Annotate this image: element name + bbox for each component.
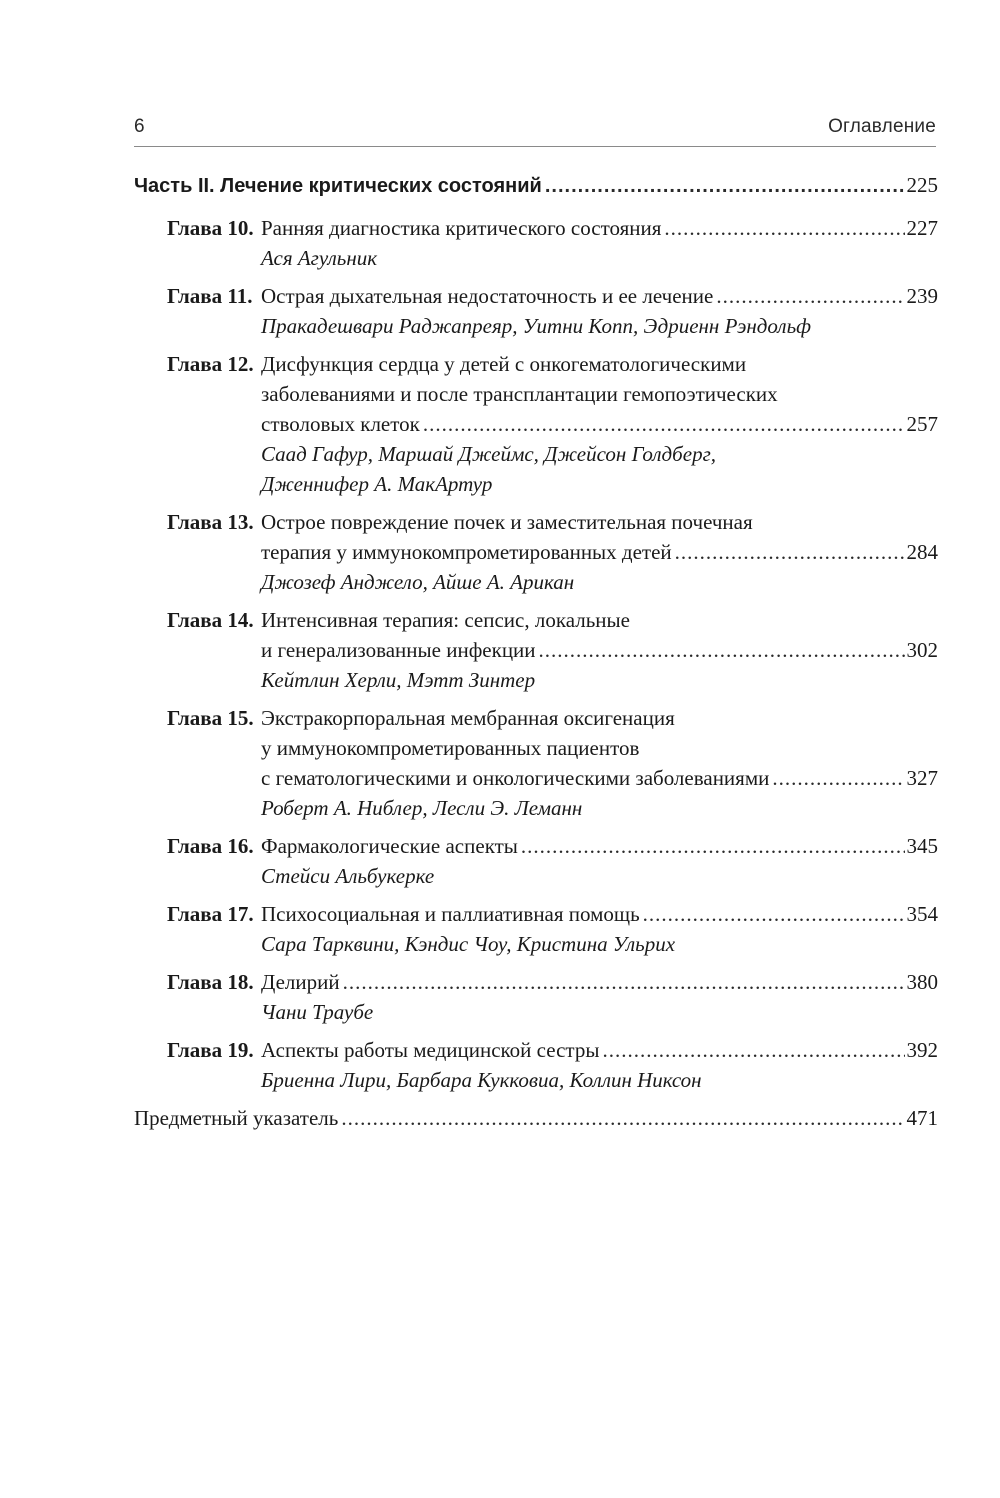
dot-leader	[539, 635, 905, 665]
chapter-entry[interactable]	[167, 703, 938, 823]
chapter-body	[261, 605, 938, 695]
header-divider	[134, 146, 936, 147]
chapter-entry[interactable]	[167, 349, 938, 499]
chapter-page-number: 302	[906, 638, 938, 662]
chapter-title: Острая дыхательная недостаточность и ее лечение	[261, 284, 714, 308]
chapter-body	[261, 507, 938, 597]
chapter-page-number: 227	[906, 216, 938, 240]
running-title: Оглавление	[828, 116, 936, 137]
dot-leader	[772, 763, 904, 793]
chapter-label: Глава 15.	[167, 706, 254, 730]
chapter-authors: Саад Гафур, Маршай Джеймс, Джейсон Голдберг,	[261, 442, 717, 466]
chapter-authors: Стейси Альбукерке	[261, 864, 435, 888]
chapter-label: Глава 12.	[167, 352, 254, 376]
chapter-authors: Сара Тарквини, Кэндис Чоу, Кристина Ульрих	[261, 932, 676, 956]
chapter-title-line	[261, 899, 938, 929]
chapter-page-number: 345	[906, 834, 938, 858]
chapter-title: Психосоциальная и паллиативная помощь	[261, 902, 640, 926]
chapter-authors: Джозеф Анджело, Айше А. Арикан	[261, 570, 575, 594]
chapter-authors: Дженнифер А. МакАртур	[261, 472, 493, 496]
page-number: 6	[134, 116, 145, 137]
dot-leader	[716, 281, 904, 311]
part-entry[interactable]	[134, 170, 938, 201]
chapter-label: Глава 17.	[167, 902, 254, 926]
chapter-page-number: 239	[906, 284, 938, 308]
chapter-body	[261, 899, 938, 959]
chapter-body	[261, 703, 938, 823]
chapter-title-line	[261, 763, 938, 793]
chapter-title: Экстракорпоральная мембранная оксигенация	[261, 706, 675, 730]
dot-leader	[341, 1103, 904, 1133]
dot-leader	[675, 537, 905, 567]
chapter-body	[261, 1035, 938, 1095]
chapter-label: Глава 14.	[167, 608, 254, 632]
chapter-label: Глава 19.	[167, 1038, 254, 1062]
chapter-label: Глава 10.	[167, 216, 254, 240]
dot-leader	[545, 171, 905, 201]
chapter-title: заболеваниями и после трансплантации гемопоэтических	[261, 382, 778, 406]
chapter-page-number: 284	[906, 540, 938, 564]
chapter-title: Фармакологические аспекты	[261, 834, 518, 858]
chapter-title-line	[261, 281, 938, 311]
table-of-contents	[134, 170, 938, 1133]
chapter-label: Глава 18.	[167, 970, 254, 994]
chapter-authors: Бриенна Лири, Барбара Кукковиа, Коллин Никсон	[261, 1068, 702, 1092]
chapter-title: Аспекты работы медицинской сестры	[261, 1038, 600, 1062]
chapter-body	[261, 349, 938, 499]
dot-leader	[521, 831, 905, 861]
dot-leader	[664, 213, 904, 243]
chapter-title-line	[261, 409, 938, 439]
chapter-title-line	[261, 1035, 938, 1065]
index-title: Предметный указатель	[134, 1106, 339, 1130]
chapter-page-number: 380	[906, 970, 938, 994]
page-header	[134, 112, 936, 142]
chapter-entry[interactable]	[167, 831, 938, 891]
chapter-title: у иммунокомпрометированных пациентов	[261, 736, 640, 760]
chapter-label: Глава 13.	[167, 510, 254, 534]
part-title: Часть II. Лечение критических состояний	[134, 175, 542, 197]
chapter-page-number: 327	[906, 766, 938, 790]
chapter-entry[interactable]	[167, 899, 938, 959]
chapter-body	[261, 831, 938, 891]
chapter-title: Делирий	[261, 970, 340, 994]
index-page-number: 471	[906, 1106, 938, 1130]
chapter-authors: Пракадешвари Раджапреяр, Уитни Копп, Эдриенн Рэндольф	[261, 314, 812, 338]
chapter-entry[interactable]	[167, 1035, 938, 1095]
chapter-entry[interactable]	[167, 605, 938, 695]
chapter-title: терапия у иммунокомпрометированных детей	[261, 540, 672, 564]
chapter-label: Глава 11.	[167, 284, 253, 308]
chapter-authors: Чани Траубе	[261, 1000, 374, 1024]
chapter-authors: Ася Агульник	[261, 246, 378, 270]
chapter-title: Дисфункция сердца у детей с онкогематологическими	[261, 352, 747, 376]
chapter-title-line	[261, 967, 938, 997]
dot-leader	[423, 409, 905, 439]
chapter-page-number: 392	[906, 1038, 938, 1062]
chapter-title-line	[261, 537, 938, 567]
index-entry[interactable]	[134, 1103, 938, 1133]
chapter-title: с гематологическими и онкологическими заболеваниями	[261, 766, 770, 790]
chapter-list	[134, 213, 938, 1095]
chapter-title: Интенсивная терапия: сепсис, локальные	[261, 608, 630, 632]
chapter-label: Глава 16.	[167, 834, 254, 858]
chapter-entry[interactable]	[167, 507, 938, 597]
chapter-title: и генерализованные инфекции	[261, 638, 536, 662]
chapter-title: Ранняя диагностика критического состояния	[261, 216, 662, 240]
chapter-body	[261, 213, 938, 273]
dot-leader	[643, 899, 905, 929]
chapter-page-number: 257	[906, 412, 938, 436]
chapter-title-line	[261, 831, 938, 861]
part-page-number: 225	[906, 173, 938, 197]
chapter-title: стволовых клеток	[261, 412, 420, 436]
chapter-entry[interactable]	[167, 213, 938, 273]
chapter-title-line	[261, 213, 938, 243]
chapter-body	[261, 281, 938, 341]
chapter-title-line	[261, 635, 938, 665]
chapter-authors: Роберт А. Ниблер, Лесли Э. Леманн	[261, 796, 583, 820]
chapter-body	[261, 967, 938, 1027]
chapter-page-number: 354	[906, 902, 938, 926]
chapter-authors: Кейтлин Херли, Мэтт Зинтер	[261, 668, 536, 692]
chapter-entry[interactable]	[167, 281, 938, 341]
dot-leader	[343, 967, 905, 997]
chapter-entry[interactable]	[167, 967, 938, 1027]
dot-leader	[602, 1035, 904, 1065]
chapter-title: Острое повреждение почек и заместительная почечная	[261, 510, 753, 534]
